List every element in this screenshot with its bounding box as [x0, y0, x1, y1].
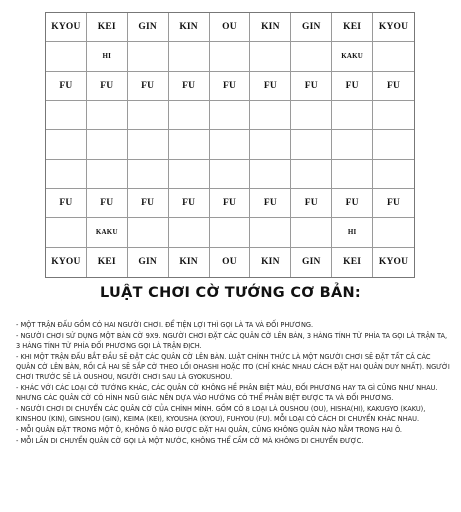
- board-cell: KYOU: [46, 248, 87, 277]
- board-cell: KIN: [169, 13, 210, 42]
- board-cell: FU: [128, 189, 169, 218]
- rule-item: - MỖI QUÂN ĐẶT TRONG MỘT Ô, KHÔNG Ô NÀO ĐƯỢC ĐẶT HAI QUÂN, CŨNG KHÔNG QUÂN NÀO NẰM TRONG HAI Ô.: [16, 426, 402, 434]
- board-cell: [128, 130, 169, 159]
- rule-item: - KHI MỘT TRẬN ĐẤU BẮT ĐẦU SẼ ĐẶT CÁC QUÂN CỜ LÊN BÀN. LUẬT CHÍNH THỨC LÀ MỘT NGƯỜI CHƠI SẼ ĐẶT TẤT CẢ CÁC QUÂN CỜ LÊN BÀN, RỒI CẢ HAI SẼ SẮP CỜ THEO LỐI OHASHI HOẶC ITO (CHỈ KHÁC NHAU CÁCH ĐẶT HAI QUÂN DUY NHẤT). NGƯỜI CHƠI TRƯỚC SẼ LÀ OUSHOU, NGƯỜI CHƠI SAU LÀ GYOKUSHOU.: [16, 353, 450, 381]
- board-cell: [46, 101, 87, 130]
- board-cell: [46, 130, 87, 159]
- board-cell: [291, 101, 332, 130]
- board-cell: FU: [373, 189, 414, 218]
- board-cell: FU: [210, 72, 251, 101]
- board-cell: HI: [332, 218, 373, 247]
- board-cell: [291, 218, 332, 247]
- board-cell: [169, 160, 210, 189]
- board-cell: [373, 160, 414, 189]
- board-cell: [169, 101, 210, 130]
- board-cell: [210, 130, 251, 159]
- rule-item: - MỘT TRẬN ĐẤU GỒM CÓ HAI NGƯỜI CHƠI. ĐỂ TIỆN LỢI THÌ GỌI LÀ TA VÀ ĐỐI PHƯƠNG.: [16, 321, 314, 329]
- board-cell: FU: [250, 189, 291, 218]
- board-cell: KAKU: [332, 42, 373, 71]
- board-cell: KYOU: [378, 257, 409, 268]
- board-cell: [169, 130, 210, 159]
- board-cell: [128, 160, 169, 189]
- board-cell: [46, 160, 87, 189]
- board-cell: [210, 160, 251, 189]
- board-cell: [128, 101, 169, 130]
- board-cell: HI: [87, 42, 128, 71]
- board-cell: KYOU: [46, 13, 87, 42]
- board-cell: [87, 101, 128, 130]
- board-cell: [87, 130, 128, 159]
- board-cell: [250, 218, 291, 247]
- board-cell: FU: [210, 189, 251, 218]
- board-cell: FU: [373, 72, 414, 101]
- board-cell: [250, 160, 291, 189]
- board-cell: [128, 42, 169, 71]
- board-cell: [87, 160, 128, 189]
- board-cell: [291, 42, 332, 71]
- board-cell: KIN: [250, 13, 291, 42]
- board-cell: FU: [46, 189, 87, 218]
- rules-body: [16, 320, 451, 447]
- board-cell: KEI: [87, 13, 128, 42]
- board-cell: FU: [250, 72, 291, 101]
- board-cell: KYOU: [373, 13, 414, 42]
- board-cell: FU: [332, 72, 373, 101]
- board-cell: FU: [291, 189, 332, 218]
- rule-item: - NGƯỜI CHƠI DI CHUYỂN CÁC QUÂN CỜ CỦA CHÍNH MÌNH. GỒM CÓ 8 LOẠI LÀ OUSHOU (OU), HISHA(HI), KAKUGYO (KAKU), KINSHOU (KIN), GINSHOU (GIN), KEIMA (KEI), KYOUSHA (KYOU), FUHYOU (FU). MỖI LOẠI CÓ CÁCH DI CHUYỂN KHÁC NHAU.: [16, 405, 426, 423]
- rules-title: LUẬT CHƠI CỜ TƯỚNG CƠ BẢN:: [99, 285, 362, 301]
- board-cell: [291, 160, 332, 189]
- board-cell: [46, 218, 87, 247]
- board-cell: FU: [46, 72, 87, 101]
- board-cell: GIN: [128, 248, 169, 277]
- board-cell: [373, 130, 414, 159]
- board-cell: FU: [87, 189, 128, 218]
- board-cell: [332, 101, 373, 130]
- board-cell: FU: [169, 189, 210, 218]
- board-cell: KIN: [250, 248, 291, 277]
- board-cell: [169, 42, 210, 71]
- board-cell: OU: [210, 248, 251, 277]
- board-cell: GIN: [128, 13, 169, 42]
- board-cell: KEI: [332, 248, 373, 277]
- board-cell: OU: [210, 13, 251, 42]
- board-cell: FU: [291, 72, 332, 101]
- board-cell: [210, 101, 251, 130]
- board-cell: [210, 42, 251, 71]
- board-cell: [373, 218, 414, 247]
- board-cell: [46, 42, 87, 71]
- rule-item: - KHÁC VỚI CÁC LOẠI CỜ TƯỚNG KHÁC, CÁC QUÂN CỜ KHÔNG HỀ PHÂN BIỆT MÀU, ĐỐI PHƯƠNG HAY TA GÌ CŨNG NHƯ NHAU. NHƯNG CÁC QUÂN CỜ CÓ HÌNH NGŨ GIÁC NÊN DỰA VÀO HƯỚNG CÓ THỂ PHÂN BIỆT ĐƯỢC TA VÀ ĐỐI PHƯƠNG.: [16, 384, 438, 402]
- board-cell: KAKU: [87, 218, 128, 247]
- board-cell: [332, 160, 373, 189]
- board-cell: KIN: [169, 248, 210, 277]
- board-cell: [169, 218, 210, 247]
- board-cell: [250, 42, 291, 71]
- board-cell: KEI: [332, 13, 373, 42]
- board-cell: FU: [128, 72, 169, 101]
- board-cell: FU: [87, 72, 128, 101]
- board-cell: [291, 130, 332, 159]
- board-cell: [128, 218, 169, 247]
- board-cell: FU: [169, 72, 210, 101]
- board-cell: GIN: [291, 13, 332, 42]
- board-cell: GIN: [291, 248, 332, 277]
- board-cell: [332, 130, 373, 159]
- board-cell: [373, 42, 414, 71]
- board-cell: [250, 101, 291, 130]
- rule-item: - NGƯỜI CHƠI SỬ DỤNG MỘT BÀN CỜ 9X9. NGƯỜI CHƠI ĐẶT CÁC QUÂN CỜ LÊN BÀN, 3 HÀNG TÍNH TỪ PHÍA TA GỌI LÀ TRẬN TA, 3 HÀNG TÍNH TỪ PHÍA ĐỐI PHƯƠNG GỌI LÀ TRẬN ĐỊCH.: [16, 332, 448, 350]
- board-cell: [250, 130, 291, 159]
- board-cell: FU: [332, 189, 373, 218]
- board-cell: [373, 101, 414, 130]
- board-cell: [210, 218, 251, 247]
- rule-item: - MỖI LẦN DI CHUYỂN QUÂN CỜ GỌI LÀ MỘT NƯỚC, KHÔNG THỂ CẦM CỜ MÀ KHÔNG DI CHUYỂN ĐƯỢC.: [16, 437, 364, 445]
- board-cell: KEI: [87, 248, 128, 277]
- shogi-board: [45, 12, 415, 278]
